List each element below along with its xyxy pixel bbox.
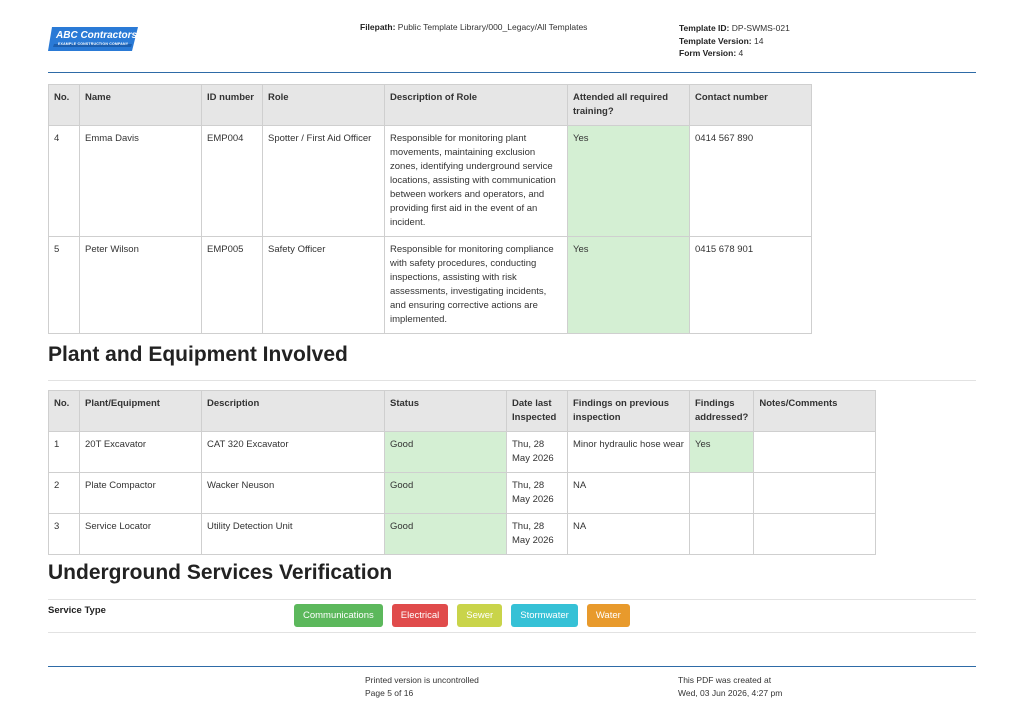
cell-status: Good [385,473,507,514]
cell-no: 4 [49,126,80,237]
cell-status: Good [385,432,507,473]
table-row [49,514,876,555]
cell-findings: NA [568,514,690,555]
table-header-row [49,391,876,432]
service-type-badges [294,604,630,627]
column-header: Description of Role [385,85,568,126]
footer-divider [48,666,976,667]
section-title-services: Underground Services Verification [48,561,393,584]
cell-notes [754,432,876,473]
template-id-value: DP-SWMS-021 [731,23,790,33]
filepath-label: Filepath: [360,22,396,32]
section-divider [48,599,976,600]
cell-notes [754,514,876,555]
page-number: Page 5 of 16 [365,688,414,698]
column-header: Description [202,391,385,432]
column-header: Status [385,391,507,432]
column-header: Notes/Comments [754,391,876,432]
section-divider [48,380,976,381]
table-row [49,432,876,473]
column-header: No. [49,391,80,432]
cell-description: Wacker Neuson [202,473,385,514]
table-row [49,473,876,514]
cell-date: Thu, 28 May 2026 [507,432,568,473]
template-info [679,22,790,60]
column-header: Findings addressed? [690,391,754,432]
column-header: Attended all required training? [568,85,690,126]
cell-name: Emma Davis [80,126,202,237]
column-header: Role [263,85,385,126]
company-logo [48,27,138,51]
table-header-row [49,85,812,126]
personnel-table [48,84,812,334]
badge-sewer: Sewer [457,604,502,627]
column-header: ID number [202,85,263,126]
column-header: Contact number [690,85,812,126]
cell-plant: 20T Excavator [80,432,202,473]
header-divider [48,72,976,73]
cell-addressed [690,473,754,514]
cell-name: Peter Wilson [80,237,202,334]
cell-plant: Plate Compactor [80,473,202,514]
cell-training: Yes [568,126,690,237]
cell-status: Good [385,514,507,555]
cell-addressed [690,514,754,555]
cell-no: 2 [49,473,80,514]
cell-no: 5 [49,237,80,334]
cell-date: Thu, 28 May 2026 [507,473,568,514]
filepath-value: Public Template Library/000_Legacy/All Templates [397,22,588,32]
badge-electrical: Electrical [392,604,449,627]
page-header [0,0,1024,73]
column-header: Findings on previous inspection [568,391,690,432]
cell-findings: NA [568,473,690,514]
logo-text: ABC Contractors [56,30,138,41]
uncontrolled-note: Printed version is uncontrolled [365,675,479,685]
cell-description: Responsible for monitoring compliance with safety procedures, conducting inspections, assisting with risk assessments, investigating incidents, and ensuring corrective actions are implemented. [385,237,568,334]
cell-notes [754,473,876,514]
section-divider [48,632,976,633]
template-version-label: Template Version: [679,35,752,46]
logo-subtext: EXAMPLE CONSTRUCTION COMPANY [58,42,129,46]
column-header: Date last Inspected [507,391,568,432]
cell-description: Responsible for monitoring plant movements, maintaining exclusion zones, identifying underground service locations, assisting with communication between workers and operators, and providing first aid in the event of an incident. [385,126,568,237]
cell-id: EMP004 [202,126,263,237]
cell-addressed: Yes [690,432,754,473]
column-header: Name [80,85,202,126]
template-version-value: 14 [753,35,764,46]
badge-water: Water [587,604,630,627]
cell-no: 1 [49,432,80,473]
cell-no: 3 [49,514,80,555]
cell-date: Thu, 28 May 2026 [507,514,568,555]
badge-communications: Communications [294,604,383,627]
section-title-plant: Plant and Equipment Involved [48,343,348,366]
service-type-label: Service Type [48,605,106,616]
cell-role: Safety Officer [263,237,385,334]
cell-contact: 0415 678 901 [690,237,812,334]
column-header: No. [49,85,80,126]
created-label: This PDF was created at [678,675,772,685]
cell-description: CAT 320 Excavator [202,432,385,473]
filepath [360,22,587,32]
footer-left [365,674,479,700]
cell-role: Spotter / First Aid Officer [263,126,385,237]
created-value: Wed, 03 Jun 2026, 4:27 pm [678,688,783,698]
column-header: Plant/Equipment [80,391,202,432]
table-row [49,237,812,334]
template-id-label: Template ID: [679,23,730,33]
table-row [49,126,812,237]
footer-right [678,674,782,700]
cell-description: Utility Detection Unit [202,514,385,555]
cell-plant: Service Locator [80,514,202,555]
plant-equipment-table [48,390,876,555]
cell-training: Yes [568,237,690,334]
badge-stormwater: Stormwater [511,604,578,627]
form-version-value: 4 [738,48,744,58]
cell-findings: Minor hydraulic hose wear [568,432,690,473]
cell-id: EMP005 [202,237,263,334]
form-version-label: Form Version: [679,48,737,58]
cell-contact: 0414 567 890 [690,126,812,237]
